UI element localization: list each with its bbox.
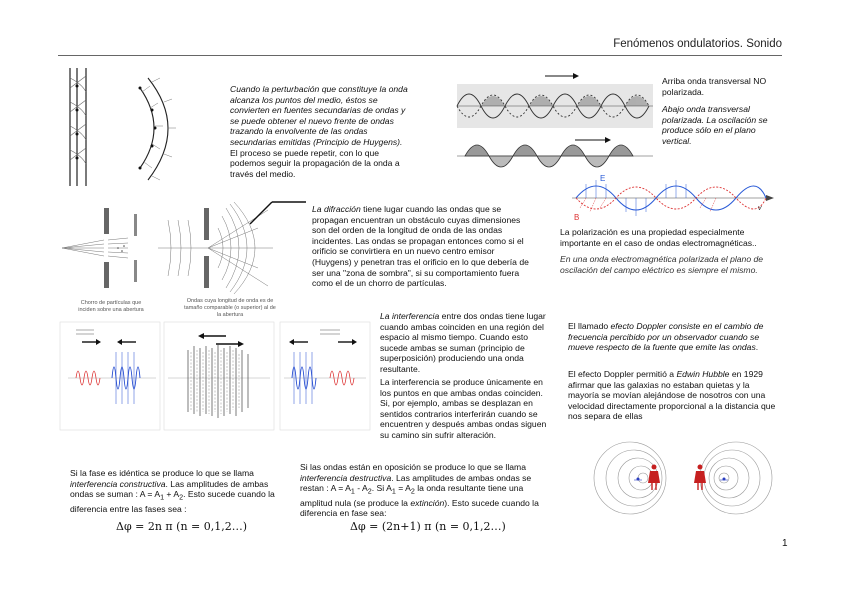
page-header-title: Fenómenos ondulatorios. Sonido	[613, 38, 782, 50]
interference-paragraph-1	[380, 311, 548, 375]
em-label-v: v	[758, 205, 762, 212]
page-number: 1	[782, 538, 788, 549]
subscript-1: 1	[160, 493, 165, 502]
subscript-1: 1	[350, 487, 355, 496]
em-label-b: B	[574, 213, 580, 222]
destructive-text-g: ). Esto sucede cuando la diferencia en fase sea:	[300, 497, 539, 519]
destructive-text-b: . Las amplitudes de ambas ondas se restan : A = A	[300, 472, 532, 494]
formula-destructive: Δφ = (2n+1) π (n = 0,1,2…)	[350, 520, 506, 533]
destructive-interference-paragraph	[300, 462, 550, 519]
subscript-1: 1	[391, 487, 396, 496]
doppler-hubble-name: Edwin Hubble	[676, 369, 730, 379]
doppler-text-a: El llamado	[568, 321, 611, 331]
doppler-paragraph-1	[568, 321, 782, 353]
observer-left-figure	[694, 465, 706, 491]
subscript-2: 2	[179, 493, 184, 502]
constructive-text-b: . Las amplitudes de ambas ondas se suman : A = A	[70, 478, 269, 500]
huygens-paragraph	[230, 84, 412, 179]
graph-approaching	[60, 322, 160, 430]
doppler-text-b: El efecto Doppler permitió a	[568, 369, 677, 379]
destructive-text-a: Si las ondas están en oposición se produce lo que se llama	[300, 462, 526, 472]
doppler-paragraph-2	[568, 369, 782, 422]
doppler-right-wavefronts	[700, 442, 772, 514]
huygens-rest-text: El proceso se puede repetir, con lo que podemos seguir la propagación de la onda a través del medio.	[230, 147, 400, 179]
constructive-interference-paragraph	[70, 468, 288, 514]
diffraction-paragraph	[312, 204, 536, 289]
doppler-effect-figure	[586, 438, 782, 516]
destructive-term-extinction: extinción	[410, 497, 445, 508]
subscript-2: 2	[410, 487, 415, 496]
em-wave-figure	[566, 172, 780, 224]
destructive-text-c: - A	[354, 483, 368, 494]
doppler-left-source	[634, 478, 642, 481]
polarization-wave-figure	[455, 70, 655, 180]
header-rule	[58, 55, 782, 56]
diffraction-text: tiene lugar cuando las ondas que se propagan encuentran un obstáculo cuyas dimensiones son del orden de la longitud de onda de las ondas incidentes. Las ondas se propagan entonces como si el orificio se convirtiera en un nuevo centro emisor (Huygens) y penetran tras el orificio en lo que debería de ser una "zona de sombra", si su comportamiento fuera como el de un chorro de partículas.	[312, 204, 529, 289]
em-label-e: E	[600, 174, 606, 183]
destructive-text-f: la onda resultante tiene una amplitud nula (se produce la	[300, 483, 524, 508]
destructive-term: interferencia destructiva	[300, 472, 392, 483]
interference-graphs-figure	[60, 322, 370, 430]
destructive-text-e: = A	[395, 483, 411, 494]
graph-separating	[280, 322, 370, 430]
polarization-em-text: En una onda electromagnética polarizada el plano de oscilación del campo eléctrico es siempre el mismo.	[560, 254, 764, 275]
graph-overlapping	[164, 322, 274, 430]
interference-paragraph-2: La interferencia se produce únicamente en los puntos en que ambas ondas coinciden. Si, por ejemplo, ambas se desplazan en sentidos contrarios interferirán cuando se encuentren y después ambas ondas siguen su camino sin sufrir alteración.	[380, 377, 547, 440]
huygens-wavefront-figure	[60, 68, 200, 188]
diffraction-term: La difracción	[312, 204, 361, 214]
constructive-text-d: . Esto sucede cuando la diferencia entre las fases sea :	[70, 489, 275, 514]
constructive-text-a: Si la fase es idéntica se produce lo que se llama	[70, 468, 254, 478]
interference-text-1: entre dos ondas tiene lugar cuando ambas coinciden en una región del espacio al mismo tiempo. Cuando esto sucede ambas se suman (principio de superposición) produciendo una onda resultante.	[380, 311, 546, 374]
doppler-text-c: en 1929 afirmar que las galaxias no estaban quietas y la mayoría se movían alejándose de nosotros con una velocidad directamente proporcional a la distancia que nos separa de ellas	[568, 369, 776, 422]
constructive-text-c: + A	[164, 489, 180, 500]
diffraction-caption-particles: Chorro de partículas que inciden sobre una abertura	[78, 300, 144, 313]
constructive-term: interferencia constructiva	[70, 478, 166, 489]
huygens-italic-text: Cuando la perturbación que constituye la onda alcanza los puntos del medio, éstos se convierten en fuentes secundarias de ondas y se puede obtener el nuevo frente de ondas trazando la envolvente de las ondas secundarias emitidas (Principio de Huygens).	[230, 84, 408, 147]
interference-term: La interferencia	[380, 311, 440, 321]
doppler-italic-text: efecto Doppler consiste en el cambio de frecuencia percibido por un observador cuando se mueve respecto de la fuente que emite las ondas	[568, 321, 764, 353]
destructive-text-d: . Si A	[371, 483, 392, 494]
diffraction-caption-waves: Ondas cuya longitud de onda es de tamaño comparable (o superior) al de la abertura	[184, 298, 276, 318]
diffraction-figure	[58, 200, 308, 295]
formula-constructive: Δφ = 2n π (n = 0,1,2…)	[116, 520, 248, 533]
polarization-note-unpolarized: Arriba onda transversal NO polarizada.	[662, 76, 767, 97]
polarization-note-polarized: Abajo onda transversal polarizada. La oscilación se produce sólo en el plano vertical.	[662, 104, 768, 146]
doppler-right-source	[720, 478, 728, 481]
doppler-text-end: .	[755, 342, 759, 353]
subscript-2: 2	[367, 487, 372, 496]
polarization-text: La polarización es una propiedad especialmente importante en el caso de ondas electromagnéticas..	[560, 227, 757, 248]
